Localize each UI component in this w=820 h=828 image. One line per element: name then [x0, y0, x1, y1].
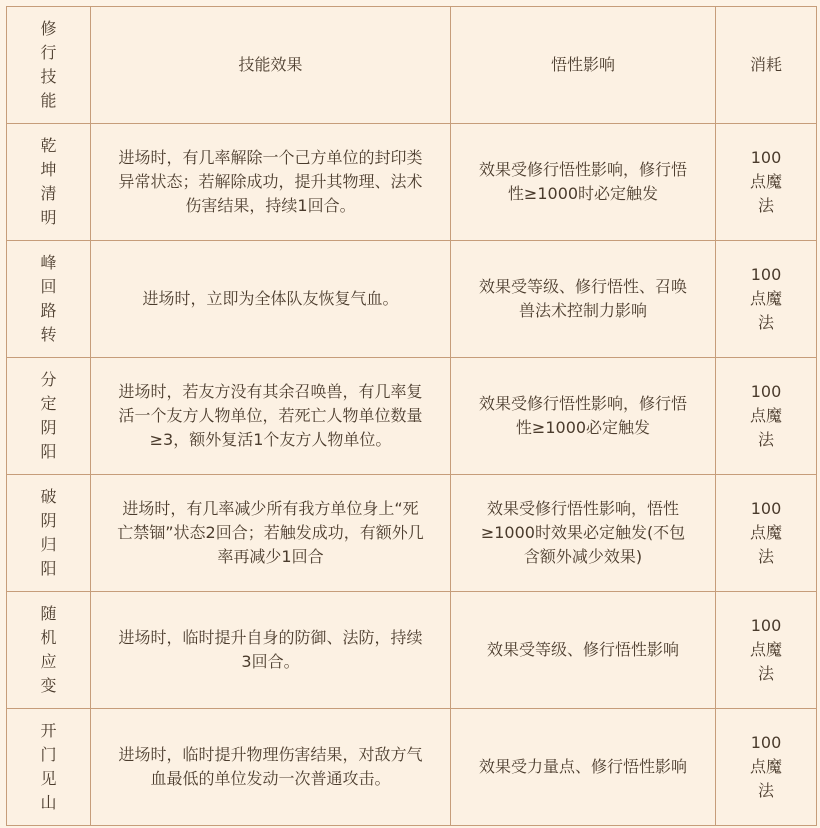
header-cost [716, 7, 817, 124]
table-row [7, 475, 817, 592]
header-row [7, 7, 817, 124]
skill-cost: 100点魔法 [749, 265, 782, 332]
skill-cost: 100点魔法 [749, 499, 782, 566]
skill-effect-cell [91, 475, 451, 592]
table-row [7, 592, 817, 709]
wuxing-effect: 效果受修行悟性影响，悟性≥1000时效果必定触发(不包含额外减少效果) [480, 499, 686, 566]
wuxing-cell [451, 358, 716, 475]
cost-cell [716, 358, 817, 475]
table-row [7, 709, 817, 826]
skill-cost: 100点魔法 [749, 148, 782, 215]
skill-name-cell [7, 241, 91, 358]
cost-cell [716, 241, 817, 358]
skill-cost: 100点魔法 [749, 733, 782, 800]
header-wuxing-label: 悟性影响 [550, 55, 615, 74]
cost-cell [716, 124, 817, 241]
skill-name: 破阴归阳 [40, 487, 57, 578]
wuxing-cell [451, 709, 716, 826]
header-cost-label: 消耗 [749, 55, 782, 74]
wuxing-effect: 效果受修行悟性影响，修行悟性≥1000必定触发 [478, 394, 687, 437]
skill-name-cell [7, 709, 91, 826]
cost-cell [716, 709, 817, 826]
header-skill-effect [91, 7, 451, 124]
cost-cell [716, 592, 817, 709]
skill-table [6, 6, 817, 826]
skill-effect: 进场时，有几率解除一个己方单位的封印类异常状态；若解除成功，提升其物理、法术伤害结果，持续1回合。 [118, 148, 423, 215]
wuxing-effect: 效果受等级、修行悟性、召唤兽法术控制力影响 [478, 277, 687, 320]
skill-effect: 进场时，若友方没有其余召唤兽，有几率复活一个友方人物单位，若死亡人物单位数量≥3，额外复活1个友方人物单位。 [118, 382, 423, 449]
skill-name: 分定阴阳 [40, 370, 57, 461]
skill-name: 乾坤清明 [40, 136, 57, 227]
skill-name: 峰回路转 [40, 253, 57, 344]
skill-effect: 进场时，临时提升自身的防御、法防，持续3回合。 [118, 628, 423, 671]
wuxing-cell [451, 124, 716, 241]
skill-effect: 进场时，临时提升物理伤害结果，对敌方气血最低的单位发动一次普通攻击。 [118, 745, 423, 788]
wuxing-cell [451, 592, 716, 709]
header-skill-name [7, 7, 91, 124]
skill-effect-cell [91, 241, 451, 358]
wuxing-effect: 效果受力量点、修行悟性影响 [478, 757, 687, 776]
wuxing-effect: 效果受修行悟性影响，修行悟性≥1000时必定触发 [478, 160, 687, 203]
skill-effect: 进场时，立即为全体队友恢复气血。 [142, 289, 399, 308]
skill-name-cell [7, 475, 91, 592]
header-wuxing [451, 7, 716, 124]
skill-name: 随机应变 [40, 604, 57, 695]
table-row [7, 241, 817, 358]
wuxing-cell [451, 241, 716, 358]
table-row [7, 358, 817, 475]
header-skill-effect-label: 技能效果 [238, 55, 303, 74]
skill-name-cell [7, 358, 91, 475]
table-row [7, 124, 817, 241]
skill-effect: 进场时，有几率减少所有我方单位身上“死亡禁锢”状态2回合；若触发成功，有额外几率再减少1回合 [117, 499, 424, 566]
skill-effect-cell [91, 709, 451, 826]
header-skill-name-label: 修行技能 [40, 19, 57, 110]
wuxing-cell [451, 475, 716, 592]
skill-effect-cell [91, 124, 451, 241]
skill-cost: 100点魔法 [749, 616, 782, 683]
wuxing-effect: 效果受等级、修行悟性影响 [486, 640, 679, 659]
skill-cost: 100点魔法 [749, 382, 782, 449]
skill-name: 开门见山 [40, 721, 57, 812]
skill-effect-cell [91, 592, 451, 709]
skill-name-cell [7, 124, 91, 241]
skill-name-cell [7, 592, 91, 709]
cost-cell [716, 475, 817, 592]
skill-effect-cell [91, 358, 451, 475]
